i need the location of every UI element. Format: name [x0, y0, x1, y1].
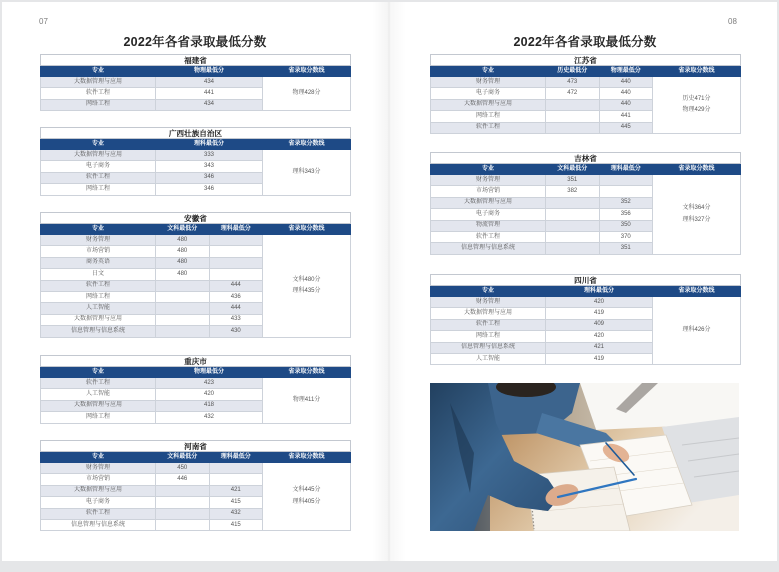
score-cell [546, 220, 600, 231]
admission-table-fujian [40, 54, 350, 111]
province-title-row [41, 55, 351, 66]
score-cell: 480 [156, 257, 210, 268]
province-name: 四川省 [431, 275, 741, 286]
column-header: 省录取分数线 [653, 286, 741, 297]
province-title-row [431, 55, 741, 66]
major-cell: 电子商务 [431, 88, 546, 99]
column-header: 省录取分数线 [263, 367, 351, 378]
table-body [41, 441, 351, 531]
province-name: 福建省 [41, 55, 351, 66]
major-cell: 电子商务 [41, 497, 156, 508]
score-cell [156, 280, 210, 291]
score-cell: 350 [599, 220, 653, 231]
major-cell: 日文 [41, 269, 156, 280]
score-cell: 351 [546, 175, 600, 186]
table-body [431, 275, 741, 365]
column-header: 理科最低分 [209, 224, 263, 235]
admission-table-anhui [40, 212, 350, 338]
column-header: 理科最低分 [546, 286, 653, 297]
major-cell: 软件工程 [41, 88, 156, 99]
score-cell: 351 [599, 243, 653, 254]
major-cell: 网络工程 [41, 291, 156, 302]
score-cell [156, 508, 210, 519]
table-body [431, 153, 741, 255]
column-header: 历史最低分 [546, 66, 600, 77]
score-cell [546, 231, 600, 242]
column-header: 专业 [41, 367, 156, 378]
cutoff-line: 物理429分 [682, 107, 711, 114]
cutoff-line: 理科435分 [292, 288, 321, 294]
major-cell: 软件工程 [41, 508, 156, 519]
score-cell: 415 [209, 519, 263, 530]
column-header: 专业 [41, 66, 156, 77]
cutoff-cell [653, 175, 741, 255]
score-cell: 440 [599, 77, 653, 88]
score-cell: 446 [156, 474, 210, 485]
province-title-row [41, 441, 351, 452]
header-row [41, 452, 351, 463]
score-cell: 445 [599, 122, 653, 133]
score-table [430, 152, 741, 255]
major-cell: 人工智能 [41, 389, 156, 400]
score-cell: 444 [209, 280, 263, 291]
score-cell: 441 [156, 88, 263, 99]
major-cell: 市场营销 [41, 474, 156, 485]
table-body [41, 55, 351, 111]
score-cell: 420 [156, 389, 263, 400]
score-cell [156, 519, 210, 530]
score-cell [209, 474, 263, 485]
score-cell [156, 303, 210, 314]
score-cell: 473 [546, 77, 600, 88]
table-body [41, 213, 351, 338]
major-cell: 信息管理与信息系统 [431, 243, 546, 254]
province-name: 广西壮族自治区 [41, 128, 351, 139]
cutoff-line: 物理411分 [292, 396, 321, 403]
score-table [40, 355, 351, 424]
score-cell [546, 122, 600, 133]
major-cell: 人工智能 [431, 353, 546, 364]
cutoff-line: 文科364分 [682, 205, 711, 212]
study-photo [430, 383, 739, 531]
score-cell: 419 [546, 353, 653, 364]
cutoff-line: 理科405分 [292, 498, 321, 505]
page-title-left: 2022年各省录取最低分数 [123, 35, 267, 49]
major-cell: 软件工程 [431, 122, 546, 133]
province-title-row [41, 213, 351, 224]
score-cell: 415 [209, 497, 263, 508]
major-cell: 大数据管理与应用 [41, 77, 156, 88]
score-table [40, 54, 351, 111]
major-cell: 大数据管理与应用 [431, 99, 546, 110]
header-row [431, 66, 741, 77]
cutoff-cell [653, 77, 741, 134]
score-cell: 432 [156, 412, 263, 423]
cutoff-line: 历史471分 [682, 95, 711, 102]
cutoff-cell [263, 150, 351, 196]
score-cell: 440 [599, 88, 653, 99]
admission-table-jiangsu [430, 54, 740, 134]
table-row [41, 463, 351, 474]
major-cell: 网络工程 [431, 331, 546, 342]
page-number-left: 07 [39, 17, 48, 26]
header-row [41, 367, 351, 378]
score-cell [156, 485, 210, 496]
score-cell [156, 326, 210, 337]
table-row [41, 77, 351, 88]
score-cell: 434 [156, 77, 263, 88]
score-cell [156, 291, 210, 302]
province-title-row [431, 153, 741, 164]
major-cell: 软件工程 [431, 319, 546, 330]
score-cell: 382 [546, 186, 600, 197]
major-cell: 软件工程 [41, 172, 156, 183]
cutoff-cell [263, 378, 351, 424]
table-body [41, 356, 351, 424]
major-cell: 市场营销 [431, 186, 546, 197]
column-header: 专业 [431, 164, 546, 175]
score-cell [209, 463, 263, 474]
major-cell: 网络工程 [431, 111, 546, 122]
admission-table-jilin [430, 152, 740, 255]
admission-table-sichuan [430, 274, 740, 365]
major-cell: 软件工程 [431, 231, 546, 242]
cutoff-line: 理科426分 [682, 327, 711, 334]
admission-table-henan [40, 440, 350, 531]
cutoff-line: 理科343分 [292, 168, 321, 175]
score-cell: 346 [156, 184, 263, 195]
column-header: 物理最低分 [156, 367, 263, 378]
column-header: 专业 [41, 139, 156, 150]
score-cell: 343 [156, 161, 263, 172]
major-cell: 信息管理与信息系统 [41, 519, 156, 530]
score-cell: 440 [599, 99, 653, 110]
score-cell [546, 111, 600, 122]
column-header: 文科最低分 [546, 164, 600, 175]
score-cell: 450 [156, 463, 210, 474]
page-number-right: 08 [728, 17, 737, 26]
major-cell: 财务管理 [41, 463, 156, 474]
score-cell [209, 246, 263, 257]
score-cell: 441 [599, 111, 653, 122]
header-row [41, 224, 351, 235]
score-cell: 423 [156, 378, 263, 389]
cutoff-cell [263, 235, 351, 338]
cutoff-line: 文科480分 [292, 276, 321, 283]
score-cell: 356 [599, 209, 653, 220]
major-cell: 物流管理 [431, 220, 546, 231]
major-cell: 信息管理与信息系统 [431, 342, 546, 353]
cutoff-line: 物理428分 [292, 90, 321, 97]
score-table [40, 440, 351, 531]
score-cell: 480 [156, 246, 210, 257]
study-photo-graphic [430, 383, 739, 531]
header-row [41, 66, 351, 77]
admission-table-chongqing [40, 355, 350, 424]
score-cell: 333 [156, 150, 263, 161]
score-cell: 418 [156, 400, 263, 411]
column-header: 文科最低分 [156, 452, 210, 463]
major-cell: 信息管理与信息系统 [41, 326, 156, 337]
province-title-row [431, 275, 741, 286]
score-table [430, 274, 741, 365]
major-cell: 软件工程 [41, 378, 156, 389]
score-cell: 346 [156, 172, 263, 183]
major-cell: 财务管理 [431, 297, 546, 308]
table-row [41, 378, 351, 389]
score-cell: 434 [156, 99, 263, 110]
score-cell [209, 257, 263, 268]
major-cell: 网络工程 [41, 184, 156, 195]
score-cell: 421 [209, 485, 263, 496]
score-cell: 420 [546, 297, 653, 308]
score-cell [209, 235, 263, 246]
major-cell: 大数据管理与应用 [41, 314, 156, 325]
province-name: 安徽省 [41, 213, 351, 224]
score-cell [599, 186, 653, 197]
column-header: 理科最低分 [156, 139, 263, 150]
major-cell: 财务管理 [431, 77, 546, 88]
province-name: 吉林省 [431, 153, 741, 164]
major-cell: 人工智能 [41, 303, 156, 314]
table-row [431, 297, 741, 308]
column-header: 省录取分数线 [263, 452, 351, 463]
score-cell [546, 197, 600, 208]
column-header: 省录取分数线 [653, 66, 741, 77]
score-cell: 409 [546, 319, 653, 330]
major-cell: 市场营销 [41, 246, 156, 257]
score-table [430, 54, 741, 134]
column-header: 省录取分数线 [263, 139, 351, 150]
header-row [431, 164, 741, 175]
table-body [431, 55, 741, 134]
column-header: 物理最低分 [156, 66, 263, 77]
score-cell: 436 [209, 291, 263, 302]
province-title-row [41, 128, 351, 139]
score-cell [546, 209, 600, 220]
admission-table-guangxi [40, 127, 350, 196]
major-cell: 大数据管理与应用 [41, 400, 156, 411]
score-cell: 421 [546, 342, 653, 353]
score-cell [546, 99, 600, 110]
score-table [40, 127, 351, 196]
column-header: 理科最低分 [209, 452, 263, 463]
score-cell: 480 [156, 269, 210, 280]
column-header: 专业 [41, 452, 156, 463]
major-cell: 商务英语 [41, 257, 156, 268]
cutoff-cell [263, 77, 351, 111]
header-row [41, 139, 351, 150]
column-header: 物理最低分 [599, 66, 653, 77]
score-cell: 419 [546, 308, 653, 319]
cutoff-line: 文科445分 [292, 487, 321, 494]
major-cell: 财务管理 [41, 235, 156, 246]
score-table [40, 212, 351, 338]
major-cell: 网络工程 [41, 99, 156, 110]
province-name: 江苏省 [431, 55, 741, 66]
column-header: 省录取分数线 [653, 164, 741, 175]
major-cell: 软件工程 [41, 280, 156, 291]
major-cell: 财务管理 [431, 175, 546, 186]
province-name: 河南省 [41, 441, 351, 452]
province-name: 重庆市 [41, 356, 351, 367]
score-cell [209, 269, 263, 280]
score-cell: 472 [546, 88, 600, 99]
column-header: 理科最低分 [599, 164, 653, 175]
score-cell [156, 497, 210, 508]
score-cell [546, 243, 600, 254]
table-row [431, 77, 741, 88]
column-header: 省录取分数线 [263, 66, 351, 77]
column-header: 省录取分数线 [263, 224, 351, 235]
table-body [41, 128, 351, 196]
major-cell: 大数据管理与应用 [41, 150, 156, 161]
page-fold-shadow [372, 2, 406, 561]
score-cell: 433 [209, 314, 263, 325]
score-cell: 420 [546, 331, 653, 342]
score-cell: 430 [209, 326, 263, 337]
score-cell [599, 175, 653, 186]
table-row [431, 175, 741, 186]
major-cell: 大数据管理与应用 [431, 197, 546, 208]
header-row [431, 286, 741, 297]
cutoff-cell [263, 463, 351, 531]
major-cell: 大数据管理与应用 [431, 308, 546, 319]
cutoff-line: 理科327分 [682, 216, 711, 223]
score-cell: 432 [209, 508, 263, 519]
major-cell: 网络工程 [41, 412, 156, 423]
column-header: 文科最低分 [156, 224, 210, 235]
score-cell [156, 314, 210, 325]
page-title-right: 2022年各省录取最低分数 [513, 35, 657, 49]
score-cell: 370 [599, 231, 653, 242]
table-row [41, 235, 351, 246]
major-cell: 电子商务 [431, 209, 546, 220]
score-cell: 480 [156, 235, 210, 246]
major-cell: 电子商务 [41, 161, 156, 172]
major-cell: 大数据管理与应用 [41, 485, 156, 496]
score-cell: 444 [209, 303, 263, 314]
province-title-row [41, 356, 351, 367]
score-cell: 352 [599, 197, 653, 208]
column-header: 专业 [431, 66, 546, 77]
cutoff-cell [653, 297, 741, 365]
column-header: 专业 [431, 286, 546, 297]
column-header: 专业 [41, 224, 156, 235]
table-row [41, 150, 351, 161]
